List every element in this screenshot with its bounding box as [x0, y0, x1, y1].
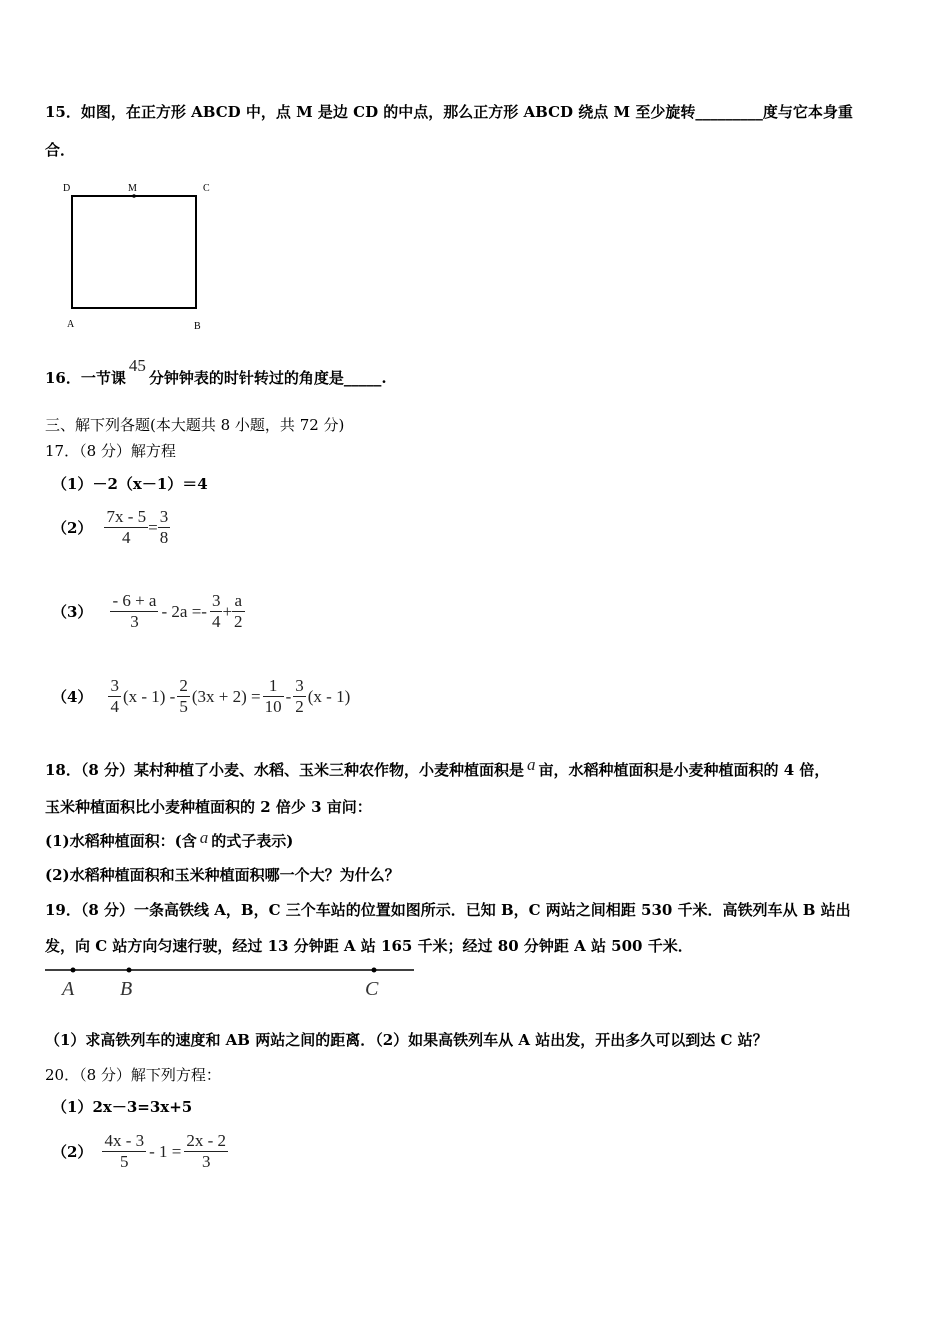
- q18-part1-text: 的式子表示): [211, 832, 294, 850]
- fraction: [104, 507, 148, 548]
- q15-answer-blank: _________: [695, 103, 763, 121]
- math-text: -: [285, 686, 292, 706]
- q17-part1-equation: －2（x－1）＝4: [92, 475, 208, 493]
- fraction: [263, 676, 284, 717]
- q18-line1: [45, 755, 830, 780]
- denominator: 2: [234, 612, 243, 631]
- q16-period: .: [381, 369, 387, 387]
- numerator: 2x - 2: [186, 1131, 227, 1150]
- q20-part1-equation: 2x－3=3x+5: [92, 1098, 193, 1116]
- q20-part2-label: （2）: [52, 1142, 93, 1161]
- math-text: - 1 =: [149, 1141, 182, 1161]
- section3-title: 三、解下列各题(本大题共 8 小题，共 72 分): [45, 416, 345, 434]
- denominator: 4: [211, 612, 221, 631]
- q20-title: 20．（8 分）解下列方程：: [45, 1066, 221, 1084]
- q17-part4: [52, 676, 352, 717]
- numerator: 1: [263, 676, 284, 697]
- q15-text-b: 度与它本身重: [762, 103, 853, 121]
- q17-part1-label: （1）: [52, 475, 93, 493]
- station-b-point: [127, 968, 132, 973]
- fraction: [108, 676, 121, 717]
- q20-part2-equation: [102, 1131, 228, 1172]
- label-a: A: [67, 319, 75, 330]
- denominator: 2: [295, 697, 304, 716]
- q18-text: 18．（8 分）某村种植了小麦、水稻、玉米三种农作物，小麦种植面积是: [45, 761, 525, 779]
- denominator: 4: [110, 697, 119, 716]
- denominator: 5: [120, 1152, 129, 1171]
- q15-text-a: 15．如图，在正方形 ABCD 中，点 M 是边 CD 的中点，那么正方形 ABCD 绕点 M 至少旋转: [45, 103, 696, 121]
- numerator: 3: [211, 591, 221, 610]
- denominator: 10: [264, 697, 282, 716]
- denominator: 8: [159, 528, 169, 547]
- label-d: D: [63, 183, 71, 194]
- denominator: 3: [130, 612, 139, 631]
- label-b: B: [194, 321, 201, 332]
- math-text: (x - 1): [307, 686, 351, 706]
- numerator: 2: [179, 676, 188, 695]
- q15-square-figure: [55, 178, 225, 338]
- q20-part2: [52, 1131, 228, 1172]
- numerator: - 6 + a: [112, 591, 157, 610]
- point-m: [132, 194, 136, 198]
- fraction: [232, 591, 245, 632]
- q16-answer-blank: _____: [343, 369, 382, 387]
- q17-title: 17．（8 分）解方程: [45, 442, 176, 460]
- square-abcd: [72, 196, 196, 308]
- math-text: - 2a =-: [161, 601, 207, 621]
- numerator: 7x - 5: [106, 507, 147, 526]
- numerator: 3: [110, 676, 119, 695]
- q17-part1: [52, 474, 208, 494]
- equals-sign: =: [148, 517, 158, 537]
- q17-part2-equation: [104, 507, 170, 548]
- plus-sign: +: [222, 601, 233, 621]
- fraction: [110, 591, 158, 632]
- station-c-point: [372, 968, 377, 973]
- q16-line: [45, 356, 387, 388]
- denominator: 3: [201, 1152, 211, 1171]
- math-text: (3x + 2) =: [191, 686, 261, 706]
- numerator: 3: [295, 676, 304, 695]
- q19-line1: 19．（8 分）一条高铁线 A，B，C 三个车站的位置如图所示．已知 B，C 两站之间相距 530 千米．高铁列车从 B 站出: [45, 901, 851, 919]
- q18-part1-text: (1)水稻种植面积：(含: [45, 832, 197, 850]
- fraction: [158, 507, 171, 548]
- q17-part2-label: （2）: [52, 518, 93, 537]
- q15-line1: [45, 102, 853, 122]
- q18-variable: a: [527, 755, 536, 774]
- q19-line2: 发，向 C 站方向匀速行驶，经过 13 分钟距 A 站 165 千米；经过 80 分钟距 A 站 500 千米．: [45, 937, 693, 955]
- q17-part3: [52, 591, 245, 632]
- q20-part1-label: （1）: [52, 1098, 93, 1116]
- numerator: a: [232, 591, 245, 612]
- fraction: [102, 1131, 146, 1172]
- denominator: 5: [179, 697, 188, 716]
- q17-part4-equation: [108, 676, 352, 717]
- numerator: 3: [159, 507, 169, 526]
- q18-text: 亩，水稻种植面积是小麦种植面积的 4 倍，: [538, 761, 830, 779]
- q17-part2: [52, 507, 170, 548]
- q19-questions: （1）求高铁列车的速度和 AB 两站之间的距离．（2）如果高铁列车从 A 站出发，开出多久可以到达 C 站？: [45, 1031, 768, 1049]
- q20-part1: [52, 1097, 192, 1117]
- q15-line2: 合．: [45, 141, 76, 159]
- denominator: 4: [122, 528, 131, 547]
- station-a-point: [71, 968, 76, 973]
- q19-station-line-figure: [40, 960, 430, 1005]
- q18-part2: (2)水稻种植面积和玉米种植面积哪一个大？为什么？: [45, 866, 400, 884]
- q16-text-a: 16．一节课: [45, 369, 126, 387]
- q16-text-b: 分钟钟表的时针转过的角度是: [148, 369, 344, 387]
- numerator: 4x - 3: [104, 1131, 145, 1150]
- label-m: M: [128, 183, 137, 194]
- station-b-label: B: [120, 978, 133, 1000]
- station-c-label: C: [365, 978, 379, 1000]
- fraction: [184, 1131, 228, 1172]
- q16-number: 45: [128, 356, 146, 375]
- station-a-label: A: [62, 978, 75, 1000]
- q17-part3-equation: [110, 591, 244, 632]
- q18-variable: a: [199, 828, 209, 847]
- math-text: (x - 1) -: [122, 686, 176, 706]
- fraction: [177, 676, 190, 717]
- q18-part1: [45, 828, 294, 851]
- q18-line2: 玉米种植面积比小麦种植面积的 2 倍少 3 亩问：: [45, 798, 372, 816]
- fraction: [293, 676, 306, 717]
- fraction: [210, 591, 223, 632]
- q17-part3-label: （3）: [52, 602, 93, 621]
- q17-part4-label: （4）: [52, 687, 93, 706]
- label-c: C: [203, 183, 210, 194]
